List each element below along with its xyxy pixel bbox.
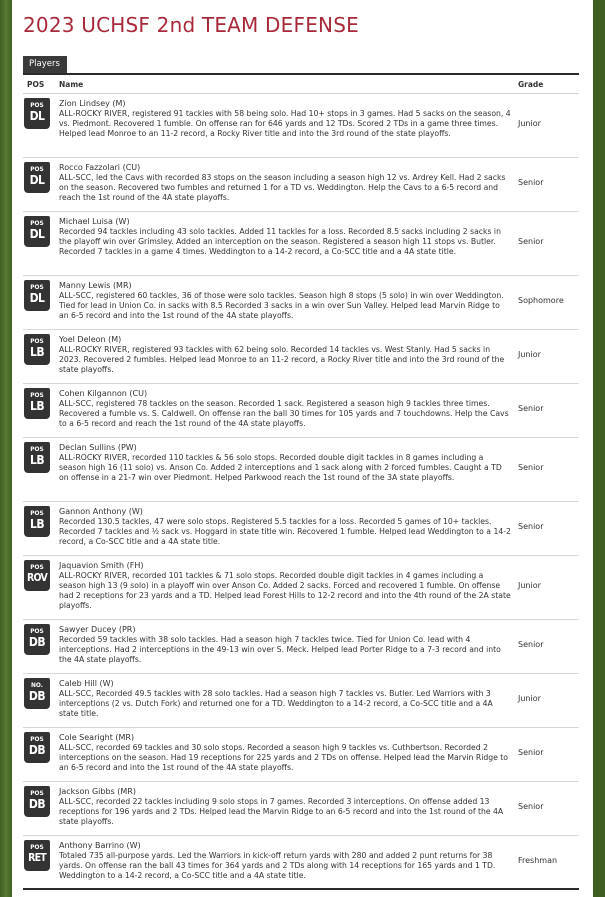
position-badge-value: DL <box>29 109 45 123</box>
player-name: Michael Luisa (W) <box>59 217 130 226</box>
table-row <box>23 674 579 728</box>
position-badge <box>24 162 50 193</box>
table-row <box>23 502 579 556</box>
column-header-name[interactable]: Name <box>59 80 84 89</box>
position-badge-label: NO. <box>31 681 43 689</box>
player-name: Sawyer Ducey (PR) <box>59 625 136 634</box>
table-header <box>23 75 579 94</box>
player-grade: Senior <box>518 237 544 246</box>
player-description: ALL-ROCKY RIVER, recorded 101 tackles & 71 solo stops. Recorded double digit tackles in 4 games including a season high 13 (9 solo) in a playoff win over Anson Co. Added 2 sacks. Forced and recovered 1 fumble. On offense had 2 receptions for 23 yards and a TD. Helped lead Forest Hills to 12-2 record and into the 4th round of the 2A state playoffs. <box>59 571 511 610</box>
player-description: Recorded 59 tackles with 38 solo tackles. Had a season high 7 tackles twice. Tied for Union Co. lead with 4 interceptions. Had 2 interceptions in the 49-13 win over S. Meck. Helped lead Porter Ridge to a 7-3 record and into the 4A state playoffs. <box>59 635 501 664</box>
player-grade: Senior <box>518 463 544 472</box>
player-name: Manny Lewis (MR) <box>59 281 132 290</box>
position-badge <box>24 280 50 311</box>
position-badge-label: POS <box>30 789 44 797</box>
player-description: ALL-SCC, registered 60 tackles, 36 of those were solo tackles. Season high 8 stops (5 solo) in win over Weddington. Tied for lead in Union Co. in sacks with 8.5 Recorded 3 sacks in a win over Sun Valley. Helped lead Marvin Ridge to an 6-5 record and into the 1st round of the 4A state playoffs. <box>59 291 504 320</box>
position-badge <box>24 786 50 817</box>
column-header-pos[interactable]: POS <box>27 80 45 89</box>
position-badge <box>24 732 50 763</box>
player-grade: Senior <box>518 748 544 757</box>
table-row <box>23 384 579 438</box>
position-badge <box>24 442 50 473</box>
position-badge <box>24 334 50 365</box>
player-grade: Senior <box>518 522 544 531</box>
position-badge-value: DB <box>28 689 46 703</box>
position-badge-value: LB <box>29 517 45 531</box>
table-row <box>23 836 579 890</box>
position-badge-label: POS <box>30 509 44 517</box>
position-badge-value: LB <box>29 399 45 413</box>
player-description: ALL-SCC, registered 78 tackles on the season. Recorded 1 sack. Registered a season high 9 tackles three times. Recovered a fumble vs. S. Caldwell. On offense ran the ball 30 times for 105 yards and 7 touchdowns. Help the Cavs to a 6-5 record and reach the 1st round of the 4A state playoffs. <box>59 399 509 428</box>
player-description: Recorded 94 tackles including 43 solo tackles. Added 11 tackles for a loss. Recorded 8.5 sacks including 2 sacks in the playoff win over Grimsley. Added an interception on the season. Registered a season high 11 stops vs. Butler. Recorded 7 tackles in a game 4 times. Weddington to a 14-2 record, a Co-SCC title and a 4A state title. <box>59 227 501 256</box>
position-badge-value: LB <box>29 345 45 359</box>
player-grade: Junior <box>518 119 541 128</box>
position-badge <box>24 98 50 129</box>
player-name: Gannon Anthony (W) <box>59 507 143 516</box>
player-description: ALL-SCC, recorded 22 tackles including 9 solo stops in 7 games. Recorded 3 interceptions. On offense added 13 receptions for 196 yards and 2 TDs. Helped lead the Marvin Ridge to an 6-5 record and into the 1st round of the 4A state playoffs. <box>59 797 504 826</box>
position-badge-label: POS <box>30 445 44 453</box>
table-row <box>23 94 579 158</box>
player-description: Recorded 130.5 tackles, 47 were solo stops. Registered 5.5 tackles for a loss. Recorded 5 games of 10+ tackles. Recorded 7 tackles and ½ sack vs. Hoggard in state title win. Recovered 1 fumble. Helped lead Weddington to a 14-2 record, a Co-SCC title and a 4A state title. <box>59 517 511 546</box>
position-badge <box>24 624 50 655</box>
table-row <box>23 620 579 674</box>
table-row <box>23 782 579 836</box>
content-sheet <box>12 0 593 897</box>
player-description: Totaled 735 all-purpose yards. Led the Warriors in kick-off return yards with 280 and added 2 punt returns for 38 yards. On offense ran the ball 43 times for 364 yards and 2 TDs along with 14 receptions for 165 yards and 1 TD. Weddington to a 14-2 record, a Co-SCC title and a 4A state title. <box>59 851 496 880</box>
position-badge-label: POS <box>30 735 44 743</box>
position-badge-value: DB <box>28 797 46 811</box>
player-name: Rocco Fazzolari (CU) <box>59 163 141 172</box>
player-description: ALL-SCC, led the Cavs with recorded 83 stops on the season including a season high 12 vs. Ardrey Kell. Had 2 sacks on the season. Recovered two fumbles and returned 1 for a TD vs. Weddington. Help the Cavs to a 6-5 record and reach the 1st round of the 4A state playoffs. <box>59 173 506 202</box>
position-badge-label: POS <box>30 391 44 399</box>
position-badge <box>24 216 50 247</box>
player-description: ALL-ROCKY RIVER, recorded 110 tackles & 56 solo stops. Recorded double digit tackles in 8 games including a season high 16 (11 solo) vs. Anson Co. Added 2 interceptions and 1 sack along with 2 forced fumbles. Caught a TD on offense in a 21-7 win over Piedmont. Helped Parkwood reach the 1st round of the 3A state playoffs. <box>59 453 502 482</box>
column-header-grade[interactable]: Grade <box>518 80 544 89</box>
position-badge-value: ROV <box>27 572 47 584</box>
players-table <box>23 94 579 890</box>
position-badge <box>24 388 50 419</box>
position-badge-label: POS <box>30 165 44 173</box>
player-name: Jackson Gibbs (MR) <box>59 787 136 796</box>
position-badge-value: DL <box>29 291 45 305</box>
player-grade: Senior <box>518 178 544 187</box>
position-badge-label: POS <box>30 101 44 109</box>
position-badge-label: POS <box>30 627 44 635</box>
position-badge-value: DB <box>28 635 46 649</box>
position-badge-label: POS <box>30 283 44 291</box>
player-grade: Senior <box>518 640 544 649</box>
player-name: Cohen Kilgannon (CU) <box>59 389 148 398</box>
position-badge-label: POS <box>30 563 44 571</box>
position-badge-value: LB <box>29 453 45 467</box>
player-grade: Junior <box>518 350 541 359</box>
table-row <box>23 330 579 384</box>
table-row <box>23 158 579 212</box>
table-row <box>23 276 579 330</box>
player-grade: Senior <box>518 802 544 811</box>
player-name: Cole Searight (MR) <box>59 733 135 742</box>
player-name: Caleb Hill (W) <box>59 679 114 688</box>
position-badge-label: POS <box>30 337 44 345</box>
position-badge-value: DL <box>29 173 45 187</box>
table-row <box>23 556 579 620</box>
player-grade: Junior <box>518 694 541 703</box>
player-description: ALL-ROCKY RIVER, registered 91 tackles with 58 being solo. Had 10+ stops in 3 games. Had 5 sacks on the season, 4 vs. Piedmont. Recovered 1 fumble. On offense ran for 646 yards and 12 TDs. Scored 2 TDs in a game three times. Helped lead Monroe to an 11-2 record, a Rocky River title and into the 3rd round of the state playoffs. <box>59 109 511 138</box>
position-badge-value: DB <box>28 743 46 757</box>
position-badge-value: RET <box>28 852 46 864</box>
player-grade: Sophomore <box>518 296 564 305</box>
player-description: ALL-SCC, recorded 69 tackles and 30 solo stops. Recorded a season high 9 tackles vs. Cuthbertson. Recorded 2 interceptions on the season. Had 19 receptions for 225 yards and 2 TDs on offense. Helped lead the Marvin Ridge to an 6-5 record and into the 1st round of the 4A state playoffs. <box>59 743 508 772</box>
position-badge-value: DL <box>29 227 45 241</box>
table-row <box>23 438 579 502</box>
table-row <box>23 728 579 782</box>
position-badge <box>24 678 50 709</box>
position-badge <box>24 840 50 871</box>
position-badge-label: POS <box>30 219 44 227</box>
player-grade: Freshman <box>518 856 558 865</box>
player-name: Jaquavion Smith (FH) <box>59 561 144 570</box>
tab-players[interactable]: Players <box>23 56 67 73</box>
player-grade: Junior <box>518 581 541 590</box>
table-row <box>23 212 579 276</box>
player-name: Declan Sullins (PW) <box>59 443 137 452</box>
position-badge <box>24 506 50 537</box>
position-badge-label: POS <box>30 843 44 851</box>
page-title: 2023 UCHSF 2nd TEAM DEFENSE <box>23 13 359 37</box>
player-name: Yoel Deleon (M) <box>59 335 122 344</box>
player-grade: Senior <box>518 404 544 413</box>
player-description: ALL-ROCKY RIVER, registered 93 tackles with 62 being solo. Recorded 14 tackles vs. West Stanly. Had 5 sacks in 2023. Recovered 2 fumbles. Helped lead Monroe to an 11-2 record, a Rocky River title and into the 3rd round of the state playoffs. <box>59 345 505 374</box>
player-name: Anthony Barrino (W) <box>59 841 141 850</box>
player-description: ALL-SCC, Recorded 49.5 tackles with 28 solo tackles. Had a season high 7 tackles vs. Butler. Led Warriors with 3 interceptions (2 vs. Dutch Fork) and returned one for a TD. Weddington to a 14-2 record, a Co-SCC title and a 4A state title. <box>59 689 493 718</box>
position-badge <box>24 560 50 591</box>
player-name: Zion Lindsey (M) <box>59 99 126 108</box>
